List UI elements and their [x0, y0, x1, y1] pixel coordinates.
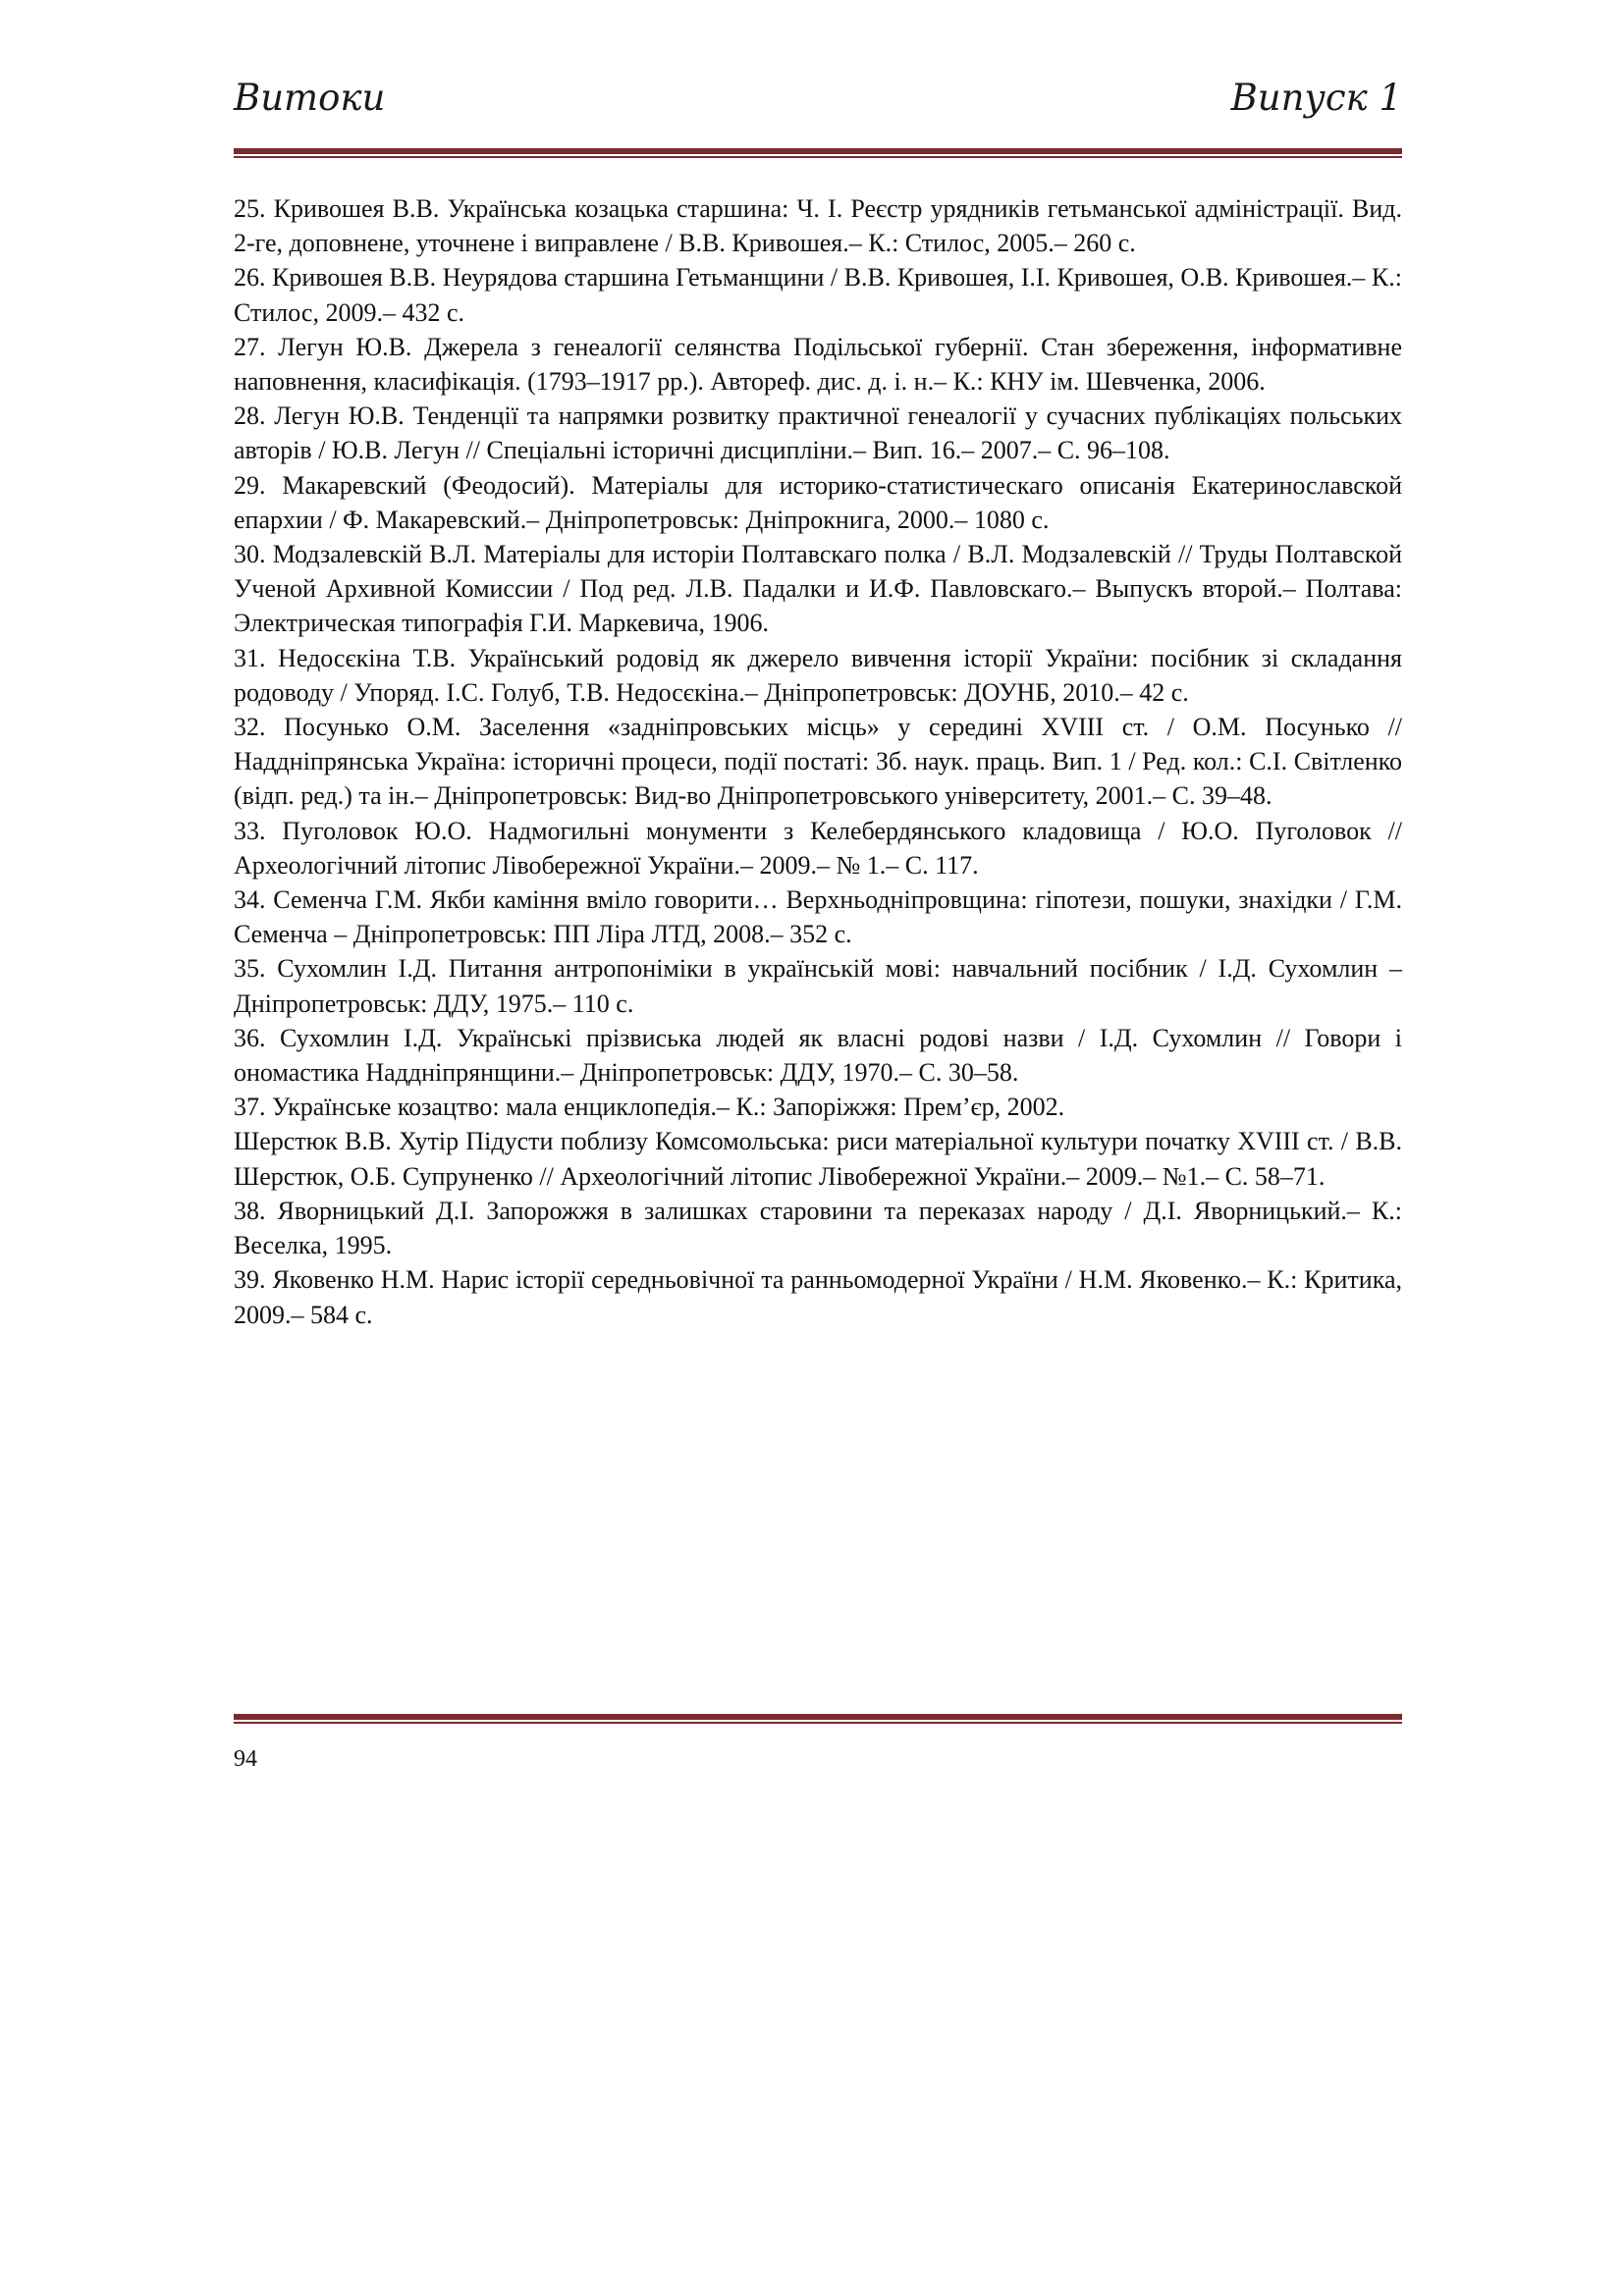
bibliography-entry: 26. Кривошея В.В. Неурядова старшина Гетьманщини / В.В. Кривошея, І.І. Кривошея, О.В. Кривошея.– К.: Стилос, 2009.– 432 с.	[234, 263, 1402, 327]
running-header	[234, 77, 1402, 128]
bibliography-entry: 39. Яковенко Н.М. Нарис історії середньовічної та ранньомодерної України / Н.М. Яковенко.– К.: Критика, 2009.– 584 с.	[234, 1265, 1402, 1329]
bibliography-entry: 37. Українське козацтво: мала енциклопедія.– К.: Запоріжжя: Прем’єр, 2002.	[234, 1093, 1065, 1122]
bibliography-entry: 27. Легун Ю.В. Джерела з генеалогії селянства Подільської губернії. Стан збереження, інформативне наповнення, класифікація. (1793–1917 рр.). Автореф. дис. д. і. н.– К.: КНУ ім. Шевченка, 2006.	[234, 332, 1402, 397]
bibliography-entry: Шерстюк В.В. Хутір Підусти поблизу Комсомольська: риси матеріальної культури початку XVIII ст. / В.В. Шерстюк, О.Б. Супруненко // Археологічний літопис Лівобережної України.– 2009.– №1.– С. 58–71.	[234, 1127, 1402, 1191]
bibliography-entry: 31. Недосєкіна Т.В. Український родовід як джерело вивчення історії України: посібник зі складання родоводу / Упоряд. І.С. Голуб, Т.В. Недосєкіна.– Дніпропетровськ: ДОУНБ, 2010.– 42 с.	[234, 643, 1402, 707]
bibliography-entry: 38. Яворницький Д.І. Запорожжя в залишках старовини та переказах народу / Д.І. Яворницький.– К.: Веселка, 1995.	[234, 1196, 1402, 1260]
bibliography-entry: 29. Макаревский (Феодосий). Матеріалы для историко-статистическаго описанія Екатеринославской епархии / Ф. Макаревский.– Дніпропетровськ: Дніпрокнига, 2000.– 1080 с.	[234, 470, 1402, 534]
bibliography-list	[234, 191, 1402, 1332]
bibliography-entry: 36. Сухомлин І.Д. Українські прізвиська людей як власні родові назви / І.Д. Сухомлин // Говори і ономастика Наддніпрянщини.– Дніпропетровськ: ДДУ, 1970.– С. 30–58.	[234, 1023, 1402, 1088]
bibliography-entry: 25. Кривошея В.В. Українська козацька старшина: Ч. І. Реєстр урядників гетьманської адміністрації. Вид. 2-ге, доповнене, уточнене і виправлене / В.В. Кривошея.– К.: Стилос, 2005.– 260 с.	[234, 194, 1402, 258]
journal-title: Витоки	[234, 77, 386, 119]
bibliography-entry: 30. Модзалевскій В.Л. Матеріалы для исторіи Полтавскаго полка / В.Л. Модзалевскій // Труды Полтавской Ученой Архивной Комиссии / Под ред. Л.В. Падалки и И.Ф. Павловскаго.– Выпускъ второй.– Полтава: Электрическая типографія Г.И. Маркевича, 1906.	[234, 540, 1402, 638]
header-divider	[234, 148, 1402, 158]
bibliography-entry: 34. Семенча Г.М. Якби каміння вміло говорити… Верхньодніпровщина: гіпотези, пошуки, знахідки / Г.М. Семенча – Дніпропетровськ: ПП Ліра ЛТД, 2008.– 352 с.	[234, 885, 1402, 949]
footer-divider	[234, 1714, 1402, 1724]
bibliography-entry: 35. Сухомлин І.Д. Питання антропоніміки в українській мові: навчальний посібник / І.Д. Сухомлин – Дніпропетровськ: ДДУ, 1975.– 110 с.	[234, 954, 1402, 1018]
page-number: 94	[234, 1746, 257, 1772]
bibliography-entry: 28. Легун Ю.В. Тенденції та напрямки розвитку практичної генеалогії у сучасних публікаціях польських авторів / Ю.В. Легун // Спеціальні історичні дисципліни.– Вип. 16.– 2007.– С. 96–108.	[234, 401, 1402, 465]
issue-label: Випуск 1	[1230, 77, 1402, 119]
bibliography-entry: 33. Пуголовок Ю.О. Надмогильні монументи з Келебердянського кладовища / Ю.О. Пуголовок // Археологічний літопис Лівобережної України.– 2009.– № 1.– С. 117.	[234, 816, 1402, 880]
bibliography-entry: 32. Посунько О.М. Заселення «задніпровських місць» у середині XVIII ст. / О.М. Посунько // Наддніпрянська Україна: історичні процеси, події постаті: Зб. наук. праць. Вип. 1 / Ред. кол.: С.І. Світленко (відп. ред.) та ін.– Дніпропетровськ: Вид-во Дніпропетровського університету, 2001.– С. 39–48.	[234, 713, 1402, 811]
